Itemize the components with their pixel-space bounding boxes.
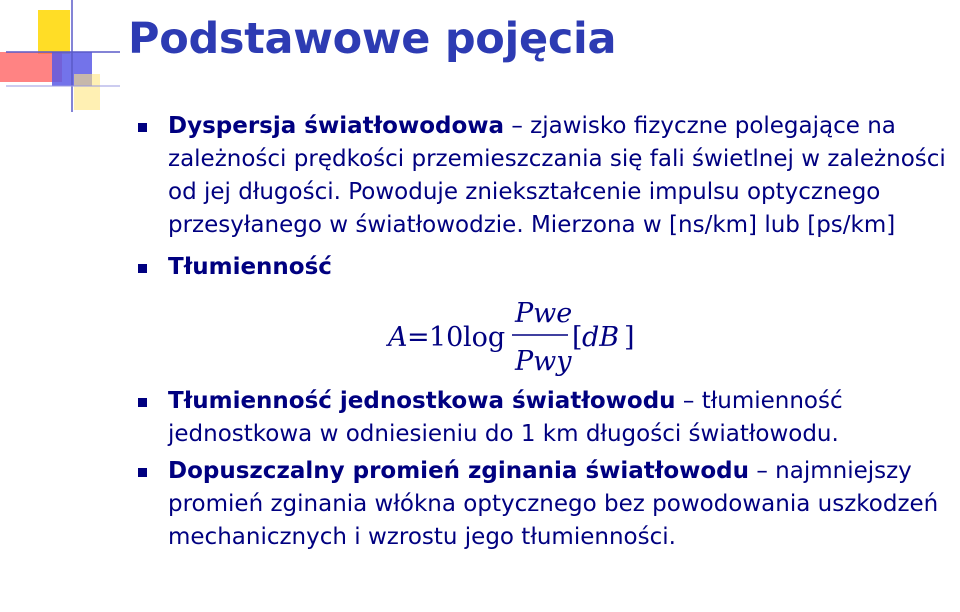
term-dash: – — [504, 113, 531, 139]
formula-unit: dB — [582, 322, 620, 353]
slide-title: Podstawowe pojęcia — [128, 14, 617, 64]
formula-lhs: A — [388, 322, 408, 353]
formula-log: log — [463, 322, 506, 353]
formula-coefficient: 10 — [429, 322, 464, 353]
formula-unit-open: [ — [572, 322, 583, 353]
bullet-square-icon — [138, 123, 147, 132]
term-unit-attenuation: Tłumienność jednostkowa światłowodu — [168, 388, 676, 414]
definition-unit-attenuation: tłumienność jednostkowa w odniesieniu do 1 km długości światłowodu. — [168, 388, 843, 447]
bullet-square-icon — [138, 264, 147, 273]
term-dash: – — [675, 388, 702, 414]
bullet-dispersion — [138, 110, 948, 242]
term-bend-radius: Dopuszczalny promień zginania światłowodu — [168, 458, 750, 484]
formula-equals: = — [407, 322, 430, 353]
attenuation-formula — [138, 286, 948, 381]
formula-denominator: Pwy — [515, 346, 572, 377]
formula-numerator: Pwe — [515, 298, 573, 329]
definition-dispersion: zjawisko fizyczne polegające na zależności prędkości przemieszczania się fali świetlnej w zależności od jej długości. Powoduje zniekształcenie impulsu optycznego przesyłanego w światłowodzie. Mierzona w [ns/km] lub [ps/km] — [168, 113, 946, 238]
term-dispersion: Dyspersja światłowodowa — [168, 113, 505, 139]
bullet-unit-attenuation — [138, 385, 948, 451]
slide-content — [138, 110, 948, 554]
term-dash: – — [749, 458, 776, 484]
formula-unit-close: ] — [624, 322, 635, 353]
bullet-square-icon — [138, 398, 147, 407]
bullet-square-icon — [138, 468, 147, 477]
bullet-bend-radius — [138, 455, 948, 554]
bullet-attenuation — [138, 251, 948, 284]
term-attenuation: Tłumienność — [168, 254, 332, 280]
definition-bend-radius: najmniejszy promień zginania włókna optycznego bez powodowania uszkodzeń mechanicznych i wzrostu jego tłumienności. — [168, 458, 939, 550]
corner-decoration — [0, 0, 130, 120]
